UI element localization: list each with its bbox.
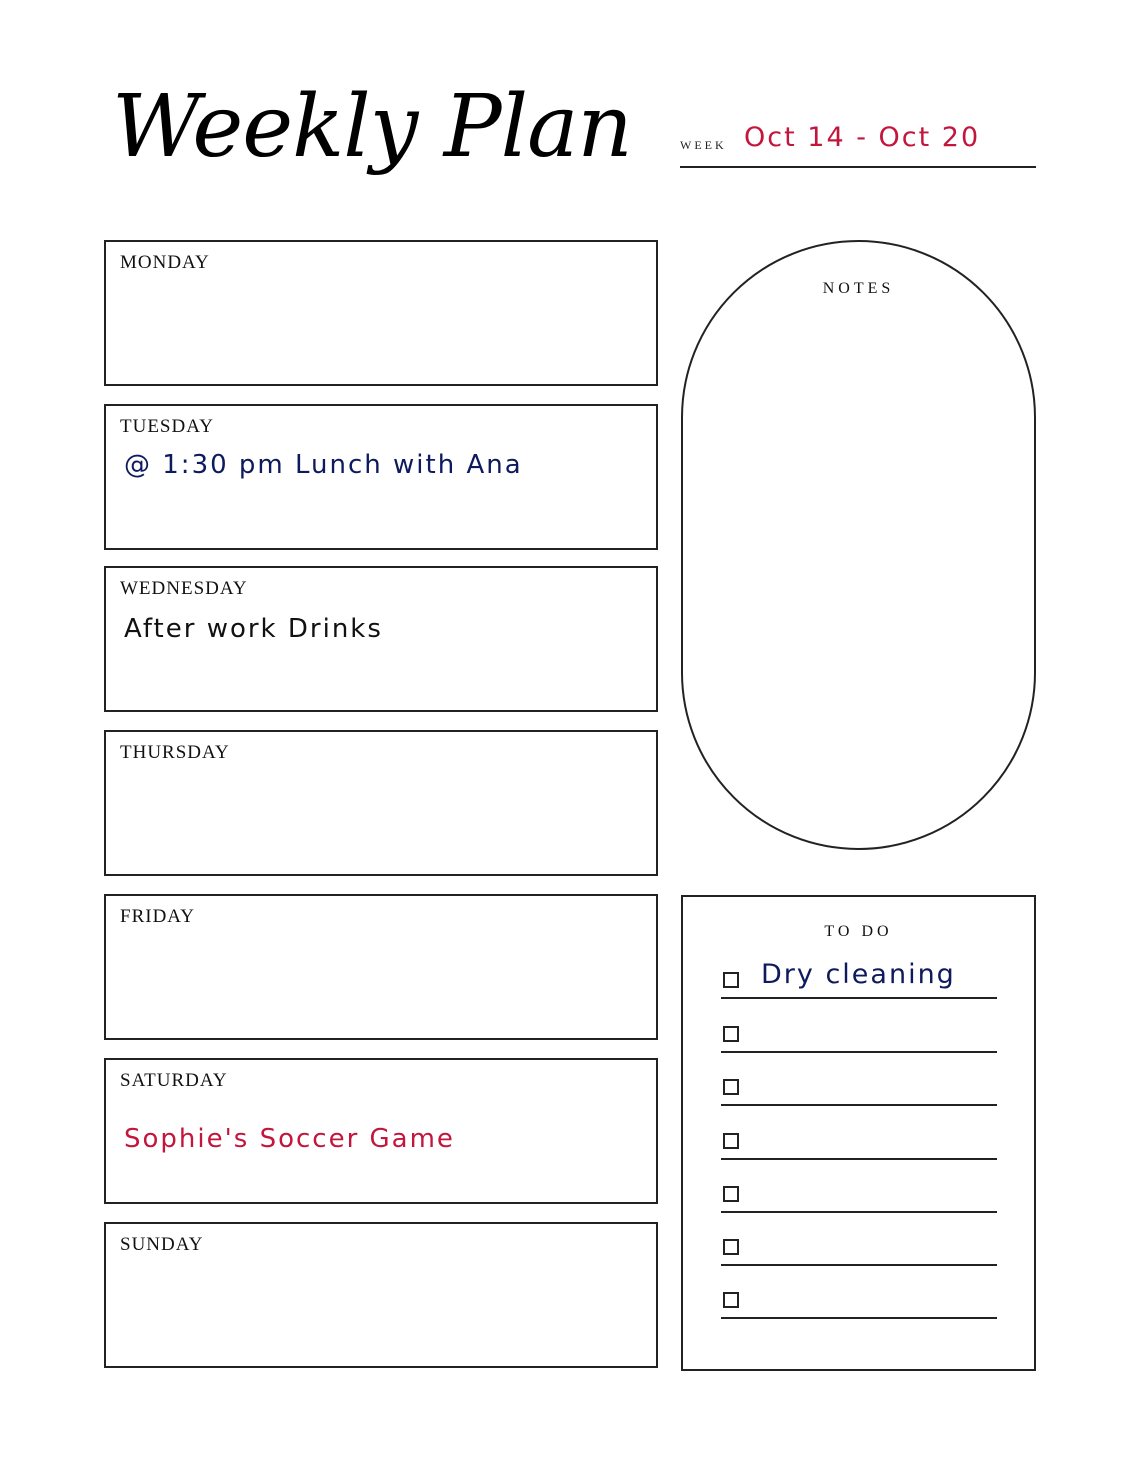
day-label-sunday: SUNDAY — [120, 1234, 204, 1255]
checkbox-icon[interactable] — [723, 1239, 739, 1255]
todo-item[interactable] — [721, 1074, 997, 1106]
todo-item[interactable] — [721, 1128, 997, 1160]
checkbox-icon[interactable] — [723, 1026, 739, 1042]
todo-panel — [681, 895, 1036, 1371]
checkbox-icon[interactable] — [723, 1292, 739, 1308]
day-label-monday: MONDAY — [120, 252, 210, 273]
checkbox-icon[interactable] — [723, 1079, 739, 1095]
checkbox-icon[interactable] — [723, 972, 739, 988]
day-box-sunday[interactable] — [104, 1222, 658, 1368]
week-value: Oct 14 - Oct 20 — [744, 122, 981, 153]
day-label-thursday: THURSDAY — [120, 742, 230, 763]
checkbox-icon[interactable] — [723, 1133, 739, 1149]
todo-item[interactable] — [721, 959, 997, 999]
day-entry-tuesday: @ 1:30 pm Lunch with Ana — [124, 450, 523, 480]
day-box-thursday[interactable] — [104, 730, 658, 876]
week-label: WEEK — [680, 138, 727, 152]
page-title: Weekly Plan — [112, 77, 632, 177]
todo-item[interactable] — [721, 1021, 997, 1053]
checkbox-icon[interactable] — [723, 1186, 739, 1202]
todo-item[interactable] — [721, 1181, 997, 1213]
day-entry-saturday: Sophie's Soccer Game — [124, 1124, 455, 1154]
todo-item-text: Dry cleaning — [761, 959, 956, 990]
todo-label: TO DO — [824, 923, 893, 940]
day-label-tuesday: TUESDAY — [120, 416, 214, 437]
notes-area[interactable] — [681, 240, 1036, 850]
day-entry-wednesday: After work Drinks — [124, 614, 383, 644]
week-field[interactable] — [680, 118, 1036, 168]
day-label-saturday: SATURDAY — [120, 1070, 228, 1091]
day-box-saturday[interactable] — [104, 1058, 658, 1204]
day-box-friday[interactable] — [104, 894, 658, 1040]
todo-item[interactable] — [721, 1287, 997, 1319]
todo-item[interactable] — [721, 1234, 997, 1266]
day-box-tuesday[interactable] — [104, 404, 658, 550]
day-box-wednesday[interactable] — [104, 566, 658, 712]
day-box-monday[interactable] — [104, 240, 658, 386]
day-label-friday: FRIDAY — [120, 906, 195, 927]
notes-label: NOTES — [822, 280, 895, 297]
day-label-wednesday: WEDNESDAY — [120, 578, 248, 599]
